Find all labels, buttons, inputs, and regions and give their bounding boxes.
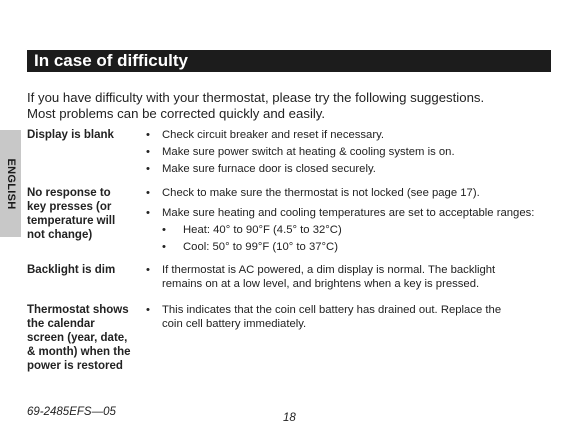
problem-label-line: & month) when the (27, 346, 131, 358)
problem-label-line: power is restored (27, 360, 123, 372)
solution-item: • Make sure heating and cooling temperatures are set to acceptable ranges: (145, 206, 557, 220)
range-item-heat: • Heat: 40° to 90°F (4.5° to 32°C) (145, 223, 557, 237)
document-code: 69-2485EFS—05 (27, 406, 116, 418)
problem-label-line: screen (year, date, (27, 332, 128, 344)
solution-list (145, 263, 557, 291)
problem-label-line: key presses (or (27, 201, 112, 213)
intro-line: If you have difficulty with your thermostat, please try the following suggestions. (27, 90, 485, 105)
solution-line: • If thermostat is AC powered, a dim display is normal. The backlight (162, 264, 496, 276)
problem-label-line: Display is blank (27, 129, 114, 141)
section-title: In case of difficulty (27, 50, 551, 72)
solution-line: coin cell battery immediately. (162, 318, 307, 330)
solution-list (145, 128, 557, 176)
solution-item: • Make sure power switch at heating & cooling system is on. (145, 145, 557, 159)
solution-item: • Check to make sure the thermostat is not locked (see page 17). (145, 186, 557, 200)
problem-label-line: Thermostat shows (27, 304, 129, 316)
solution-item (145, 303, 557, 331)
problem-label-line: Backlight is dim (27, 264, 116, 276)
solution-item (145, 263, 557, 291)
solution-list (145, 303, 557, 331)
problem-label-line: the calendar (27, 318, 95, 330)
page-number: 18 (283, 412, 296, 424)
problem-label (27, 128, 139, 142)
solution-item: • Check circuit breaker and reset if necessary. (145, 128, 557, 142)
problem-label-line: not change) (27, 229, 93, 241)
language-tab (0, 130, 21, 237)
intro-line: Most problems can be corrected quickly and easily. (27, 106, 326, 121)
solution-item: • Make sure furnace door is closed securely. (145, 162, 557, 176)
problem-label (27, 186, 139, 242)
range-item-cool: • Cool: 50° to 99°F (10° to 37°C) (145, 240, 557, 254)
solution-list (145, 186, 557, 254)
problem-label (27, 263, 139, 277)
problem-label-line: temperature will (27, 215, 116, 227)
intro-paragraph (27, 90, 557, 122)
language-tab-label: ENGLISH (4, 158, 17, 209)
solution-line: remains on at a low level, and brightens when a key is pressed. (162, 278, 480, 290)
problem-label (27, 303, 139, 373)
solution-line: • This indicates that the coin cell battery has drained out. Replace the (162, 304, 502, 316)
problem-label-line: No response to (27, 187, 111, 199)
